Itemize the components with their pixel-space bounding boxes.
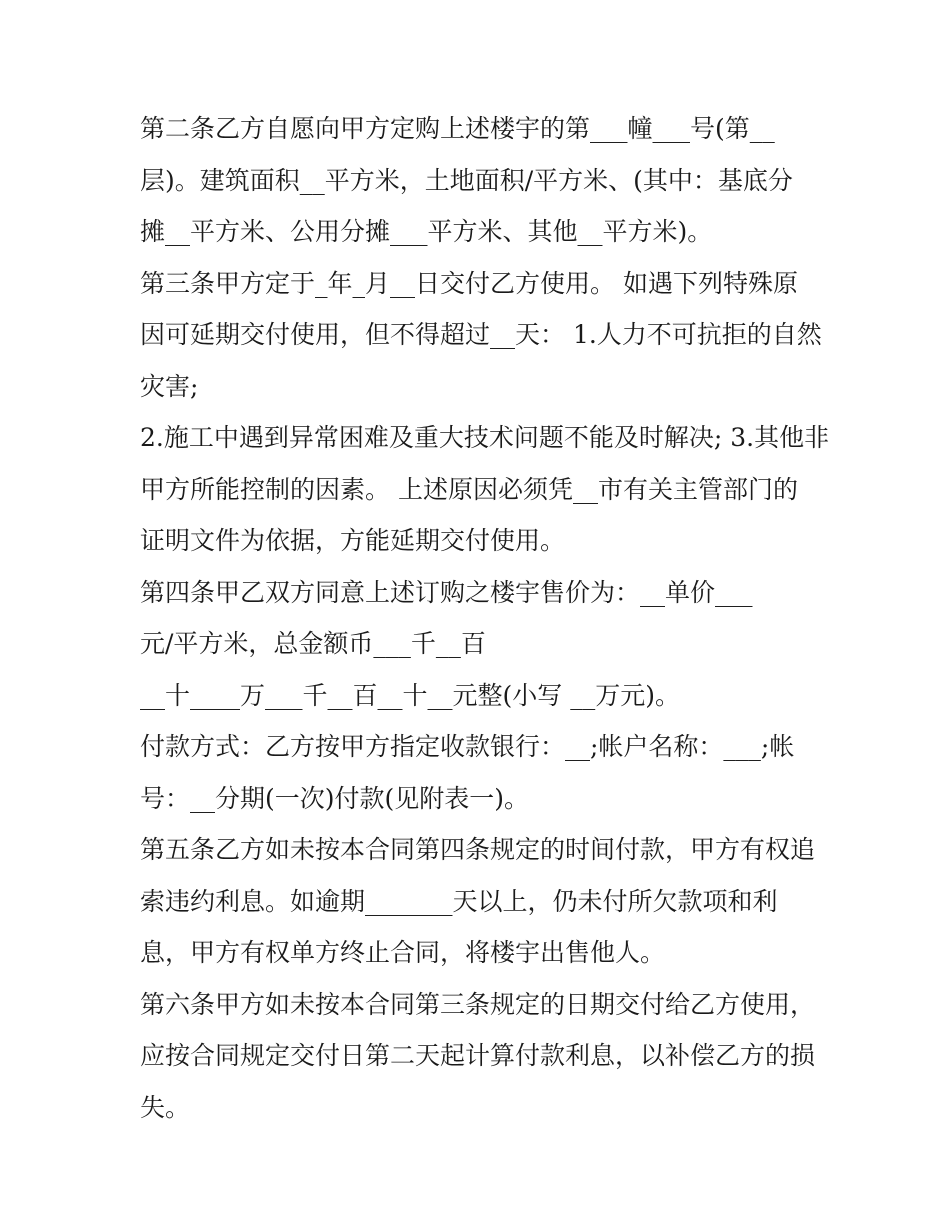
- text-line: 第六条甲方如未按本合同第三条规定的日期交付给乙方使用，: [140, 989, 816, 1019]
- text-line: 因可延期交付使用，但不得超过__天： 1.人力不可抗拒的自然: [140, 320, 822, 349]
- text-line: 第五条乙方如未按本合同第四条规定的时间付款，甲方有权追: [140, 835, 816, 864]
- text-line: 应按合同规定交付日第二天起计算付款利息，以补偿乙方的损: [140, 1041, 816, 1070]
- text-line: 灾害;: [140, 371, 199, 401]
- text-line: 层)。建筑面积__平方米，土地面积/平方米、(其中：基底分: [140, 165, 793, 195]
- text-line: 付款方式：乙方按甲方指定收款银行：__;帐户名称：___;帐: [140, 732, 795, 761]
- text-line: 第二条乙方自愿向甲方定购上述楼宇的第___幢___号(第__: [140, 114, 775, 143]
- text-line: 索违约利息。如逾期_______天以上，仍未付所欠款项和利: [140, 886, 778, 916]
- text-line: 第四条甲乙双方同意上述订购之楼宇售价为：__单价___: [140, 577, 753, 607]
- text-line: 摊__平方米、公用分摊___平方米、其他__平方米)。: [140, 217, 713, 246]
- text-line: 息，甲方有权单方终止合同，将楼宇出售他人。: [140, 938, 666, 967]
- text-line: 甲方所能控制的因素。 上述原因必须凭__市有关主管部门的: [140, 474, 798, 504]
- text-line: 号：__分期(一次)付款(见附表一)。: [140, 783, 530, 813]
- text-line: 2.施工中遇到异常困难及重大技术问题不能及时解决; 3.其他非: [140, 423, 830, 452]
- text-line: 证明文件为依据，方能延期交付使用。: [140, 526, 566, 555]
- contract-text: [140, 103, 830, 1133]
- text-line: 失。: [140, 1092, 191, 1122]
- text-line: __十____万___千__百__十__元整(小写 __万元)。: [140, 680, 680, 710]
- text-line: 第三条甲方定于_年_月__日交付乙方使用。 如遇下列特殊原: [140, 268, 798, 298]
- text-line: 元/平方米，总金额币___千__百: [140, 629, 486, 658]
